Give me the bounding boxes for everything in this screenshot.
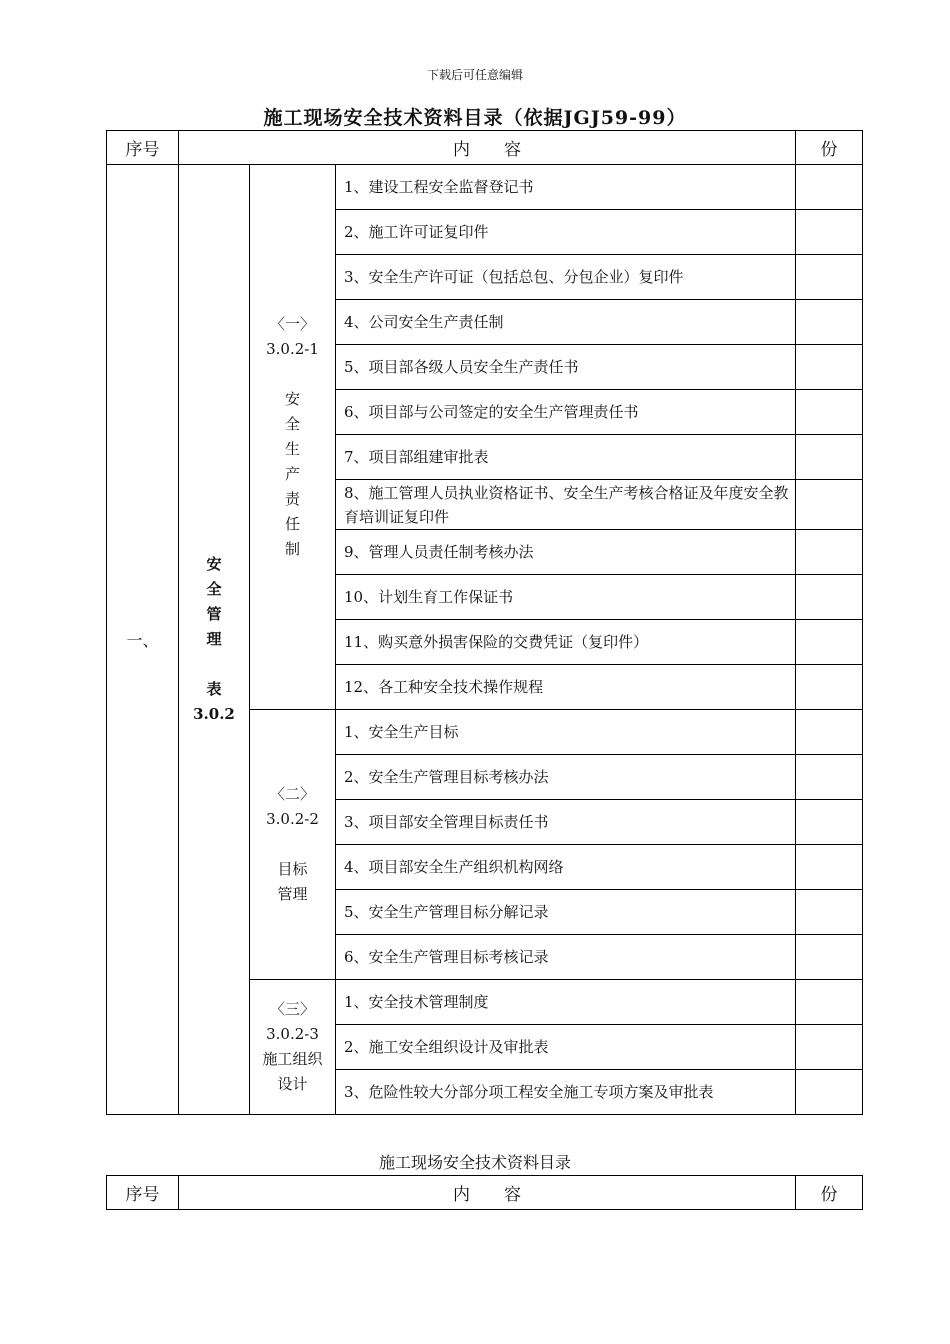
item-copies <box>796 480 863 530</box>
item-copies <box>796 935 863 980</box>
header-note: 下载后可任意编辑 <box>426 68 523 82</box>
item-text: 1、安全技术管理制度 <box>336 980 796 1025</box>
category-line: 3.0.2 <box>193 705 235 723</box>
category-line <box>179 652 249 677</box>
item-text: 3、项目部安全管理目标责任书 <box>336 800 796 845</box>
category-line: 管 <box>206 605 222 623</box>
group-label-line: 制 <box>284 540 300 558</box>
header-copies: 份 <box>796 131 863 165</box>
section-category <box>179 165 250 1115</box>
item-text: 3、安全生产许可证（包括总包、分包企业）复印件 <box>336 255 796 300</box>
item-text: 7、项目部组建审批表 <box>336 435 796 480</box>
table-row <box>107 165 863 210</box>
page-title: 施工现场安全技术资料目录（依据JGJ59-99） <box>263 107 687 129</box>
group-label-line <box>250 832 335 857</box>
group-label-line: 责 <box>284 490 300 508</box>
group-label-line: 任 <box>284 515 300 533</box>
second-title: 施工现场安全技术资料目录 <box>378 1153 571 1172</box>
category-line: 全 <box>206 580 222 598</box>
item-copies <box>796 755 863 800</box>
item-copies <box>796 530 863 575</box>
item-copies <box>796 435 863 480</box>
main-table <box>106 130 863 1115</box>
item-copies <box>796 980 863 1025</box>
item-copies <box>796 1025 863 1070</box>
item-text: 2、施工许可证复印件 <box>336 210 796 255</box>
item-text: 6、项目部与公司签定的安全生产管理责任书 <box>336 390 796 435</box>
header-content: 内 容 <box>179 1176 796 1210</box>
item-text: 1、安全生产目标 <box>336 710 796 755</box>
category-line: 安 <box>206 555 222 573</box>
item-copies <box>796 1070 863 1115</box>
header-copies: 份 <box>796 1176 863 1210</box>
group-label-line: 安 <box>284 390 300 408</box>
group-label-line: 产 <box>284 465 300 483</box>
second-table <box>106 1175 863 1210</box>
item-copies <box>796 300 863 345</box>
group-label-line: 生 <box>284 440 300 458</box>
item-copies <box>796 845 863 890</box>
item-copies <box>796 210 863 255</box>
group-label-line <box>250 362 335 387</box>
group-label <box>250 710 336 980</box>
group-label-line: 施工组织 <box>262 1050 323 1068</box>
item-copies <box>796 345 863 390</box>
item-copies <box>796 620 863 665</box>
item-text: 2、安全生产管理目标考核办法 <box>336 755 796 800</box>
category-line: 表 <box>206 680 222 698</box>
item-text: 5、安全生产管理目标分解记录 <box>336 890 796 935</box>
item-copies <box>796 890 863 935</box>
item-copies <box>796 390 863 435</box>
item-text: 9、管理人员责任制考核办法 <box>336 530 796 575</box>
header-seq: 序号 <box>107 1176 179 1210</box>
item-text: 6、安全生产管理目标考核记录 <box>336 935 796 980</box>
section-seq: 一、 <box>107 165 179 1115</box>
table-body <box>107 165 863 1115</box>
group-label-line: 全 <box>284 415 300 433</box>
item-copies <box>796 800 863 845</box>
item-text: 10、计划生育工作保证书 <box>336 575 796 620</box>
item-text: 1、建设工程安全监督登记书 <box>336 165 796 210</box>
item-text: 5、项目部各级人员安全生产责任书 <box>336 345 796 390</box>
item-copies <box>796 575 863 620</box>
item-text: 2、施工安全组织设计及审批表 <box>336 1025 796 1070</box>
category-line: 理 <box>206 630 222 648</box>
group-label-line: 管理 <box>277 885 308 903</box>
group-label-line: 设计 <box>277 1075 308 1093</box>
group-label-line: 〈三〉 <box>269 1000 315 1018</box>
item-text: 8、施工管理人员执业资格证书、安全生产考核合格证及年度安全教育培训证复印件 <box>336 480 796 530</box>
item-copies <box>796 165 863 210</box>
table-header-row <box>107 131 863 165</box>
group-label-line: 目标 <box>277 860 308 878</box>
item-text: 4、公司安全生产责任制 <box>336 300 796 345</box>
group-label-line: 3.0.2-1 <box>266 340 319 358</box>
group-label-line: 〈二〉 <box>269 785 315 803</box>
group-label <box>250 165 336 710</box>
group-label-line: 3.0.2-2 <box>266 810 319 828</box>
item-text: 12、各工种安全技术操作规程 <box>336 665 796 710</box>
item-copies <box>796 255 863 300</box>
header-seq: 序号 <box>107 131 179 165</box>
group-label <box>250 980 336 1115</box>
group-label-line: 〈一〉 <box>269 315 315 333</box>
item-text: 3、危险性较大分部分项工程安全施工专项方案及审批表 <box>336 1070 796 1115</box>
table-header-row <box>107 1176 863 1210</box>
item-copies <box>796 665 863 710</box>
item-text: 4、项目部安全生产组织机构网络 <box>336 845 796 890</box>
group-label-line: 3.0.2-3 <box>266 1025 319 1043</box>
header-content: 内 容 <box>179 131 796 165</box>
item-copies <box>796 710 863 755</box>
item-text: 11、购买意外损害保险的交费凭证（复印件） <box>336 620 796 665</box>
